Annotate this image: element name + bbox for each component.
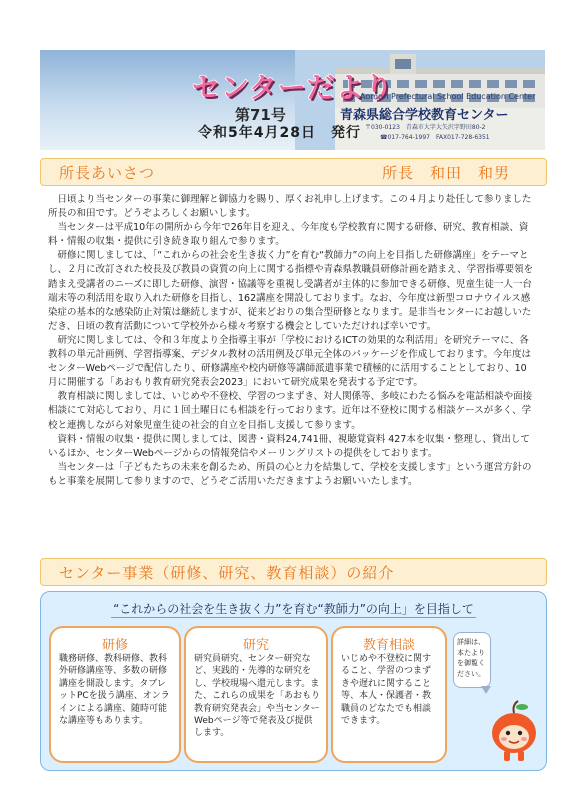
projects-panel <box>40 591 547 771</box>
card-text: いじめや不登校に関すること、学習のつまずきや遅れに関すること等、本人・保護者・教職員のどなたでも相談できます。 <box>341 654 432 727</box>
greeting-paragraph: 教育相談に関しましては、いじめや不登校、学習のつまずき、対人関係等、多岐にわたる悩みを電話相談や面接相談にて対応しており、月に１回土曜日にも相談を行っております。近年は不登校に関する相談ケースが多く、学校と連携しながら対象児童生徒の社会的自立を目指し支援して参ります。 <box>48 391 533 431</box>
org-name-english: Aomori Prefectural School Education Center <box>360 92 536 101</box>
slogan-divider <box>111 617 476 618</box>
org-name: 青森県総合学校教育センター <box>340 108 509 123</box>
card-counseling <box>331 626 447 763</box>
greeting-paragraph: 研究に関しましては、令和３年度より全指導主事が「学校におけるICTの効果的な利活用」を研究テーマに、各教科の単元計画例、学習指導案、デジタル教材の活用例及び単元全体のパッケージを作成しております。今年度はセンターWebページで配信したり、研修講座や校内研修等講師派遣事業で積極的に活用することとしており、10月に開催する「あおもり教育研究発表会2023」において研究成果を発表する予定です。 <box>48 334 531 389</box>
greeting-body <box>48 193 536 489</box>
projects-slogan: “これからの社会を生き抜く力”を育む“教師力”の向上」を目指して <box>113 602 474 616</box>
greeting-paragraph: 当センターは「子どもたちの未来を創るため、所員の心と力を結集して、学校を支援します」という運営方針のもと事業を展開して参りますので、どうぞご活用いただきますようお願いいたします。 <box>48 461 532 487</box>
greeting-heading-bar <box>40 158 547 186</box>
issue-date: 令和5年4月28日 発行 <box>198 125 361 141</box>
card-title: 教育相談 <box>362 638 415 653</box>
speech-bubble: 詳細は、本たよりを御覧ください。 <box>453 632 491 688</box>
greeting-heading: 所長あいさつ <box>59 164 156 182</box>
org-phone: ☎017-764-1997 FAX017-728-6351 <box>380 134 490 141</box>
apple-mascot-icon <box>486 687 542 767</box>
newsletter-title: センターだより <box>192 71 394 104</box>
greeting-paragraph: 資料・情報の収集・提供に関しましては、図書・資料24,741冊、視聴覚資料 427本を収集・整理し、貸出しているほか、センターWebページからの情報発信やメーリングリストの提供をしております。 <box>48 433 530 459</box>
card-title: 研修 <box>101 638 128 653</box>
card-text: 職務研修、教科研修、教科外研修講座等、多数の研修講座を開設します。タブレットPCを扱う講座、オンラインによる講座、随時可能な講座等もあります。 <box>59 654 170 727</box>
projects-heading-bar <box>40 558 547 586</box>
org-address: 〒030-0123 青森市大字大矢沢字野田80-2 <box>365 124 486 131</box>
card-text: 研究員研究、センター研究など、実践的・先導的な研究をし、学校現場へ還元します。また、これらの成果を「あおもり教育研究発表会」や当センターWebページ等で発表及び提供します。 <box>194 654 321 739</box>
greeting-paragraph: 当センターは平成10年の開所から今年で26年目を迎え、今年度も学校教育に関する研修、研究、教育相談、資料・情報の収集・提供に引き続き取り組んで参ります。 <box>48 222 529 248</box>
card-research <box>184 626 328 763</box>
projects-heading: センター事業（研修、研究、教育相談）の紹介 <box>59 564 395 582</box>
card-title: 研究 <box>242 638 269 653</box>
greeting-paragraph: 研修に関しましては、「“これからの社会を生き抜く力”を育む“教師力”の向上を目指した研修講座」をテーマとし、２月に改訂された校長及び教員の資質の向上に関する指標や青森県教職員研修計画を踏まえ、学習指導要領を踏まえ受講者のニーズに即した研修、演習・協議等を重視し受講者が主体的に参加できる研修、児童生徒一人一台端末等の利活用を取り入れた研修を目指し、162講座を開設しております。なお、今年度は新型コロナウイルス感染症の基本的な感染防止対策は継続しますが、従来どおりの集合型研修となります。是非当センターにお越しいただき、日頃の教育活動について学校外から様々考察する機会としていただければ幸いです。 <box>48 250 534 332</box>
director-name: 所長 和田 和男 <box>381 164 510 182</box>
greeting-paragraph: 日頃より当センターの事業に御理解と御協力を賜り、厚くお礼申し上げます。この４月より赴任して参りました所長の和田です。どうぞよろしくお願いします。 <box>48 194 532 220</box>
card-training <box>49 626 181 763</box>
header-banner <box>40 50 545 150</box>
issue-number: 第71号 <box>235 106 286 124</box>
